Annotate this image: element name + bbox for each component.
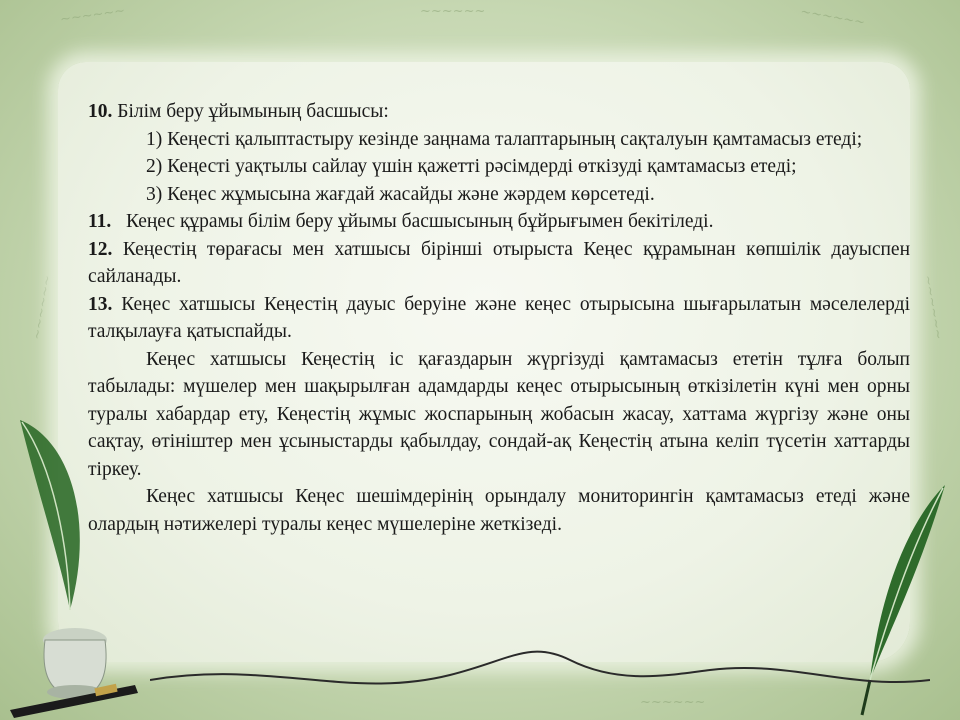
fountain-pen-icon (0, 410, 140, 720)
frame-watermark-script: ~~~~~~ (59, 3, 127, 28)
document-body (88, 98, 910, 538)
frame-watermark-script: ~~~~~~ (919, 274, 946, 341)
subitem-3: 3) Кеңес жұмысына жағдай жасайды және жәрдем көрсетеді. (146, 183, 655, 205)
item-text: Білім беру ұйымының басшысы: (117, 101, 389, 122)
subitem-1: 1) Кеңесті қалыптастыру кезінде заңнама талаптарының сақталуын қамтамасыз етеді; (146, 128, 863, 150)
item-number: 11. (88, 211, 112, 232)
item-number: 12. (88, 238, 113, 260)
paragraph-item-12 (88, 236, 910, 291)
paragraph-item-10 (88, 98, 910, 126)
ink-swirl-icon (150, 620, 930, 710)
item-text: Кеңестің төрағасы мен хатшысы бірінші отырыста Кеңес құрамынан көпшілік дауыспен сайланады. (88, 238, 911, 287)
paragraph-item-13 (88, 291, 910, 346)
paragraph-item-11 (88, 208, 910, 236)
frame-watermark-script: ~~~~~~ (420, 4, 486, 19)
item-number: 10. (88, 101, 113, 122)
frame-watermark-script: ~~~~~~ (640, 695, 706, 710)
subitem-2: 2) Кеңесті уақтылы сайлау үшін қажетті рәсімдерді өткізуді қамтамасыз етеді; (146, 156, 797, 177)
paragraph-secretary-monitoring: Кеңес хатшысы Кеңес шешімдерінің орындалу мониторингін қамтамасыз етеді және олардың нәтижелері туралы кеңес мүшелеріне жеткізеді. (88, 486, 910, 535)
item-text: Кеңес құрамы білім беру ұйымы басшысының бұйрығымен бекітіледі. (125, 211, 714, 232)
quill-feather-icon (20, 420, 80, 610)
item-number: 13. (88, 293, 113, 315)
item-text: Кеңес хатшысы Кеңестің дауыс беруіне және кеңес отырысына шығарылатын мәселелерді талқылауға қатыспайды. (88, 293, 910, 342)
frame-watermark-script: ~~~~~~ (29, 274, 56, 341)
paragraph-secretary-duties: Кеңес хатшысы Кеңестің іс қағаздарын жүргізуді қамтамасыз ететін тұлға болып табылады: мүшелер мен шақырылған адамдарды кеңес отырысының өткізілетін күні мен орны туралы хабардар ету, Кеңестің жұмыс жоспарының жобасын жасау, хаттама жүргізу және оны сақтау, өтініштер мен ұсыныстарды қабылдау, сондай-ақ Кеңестің атына келіп түсетін хаттарды тіркеу. (88, 348, 910, 480)
frame-watermark-script: ~~~~~~ (799, 4, 867, 31)
